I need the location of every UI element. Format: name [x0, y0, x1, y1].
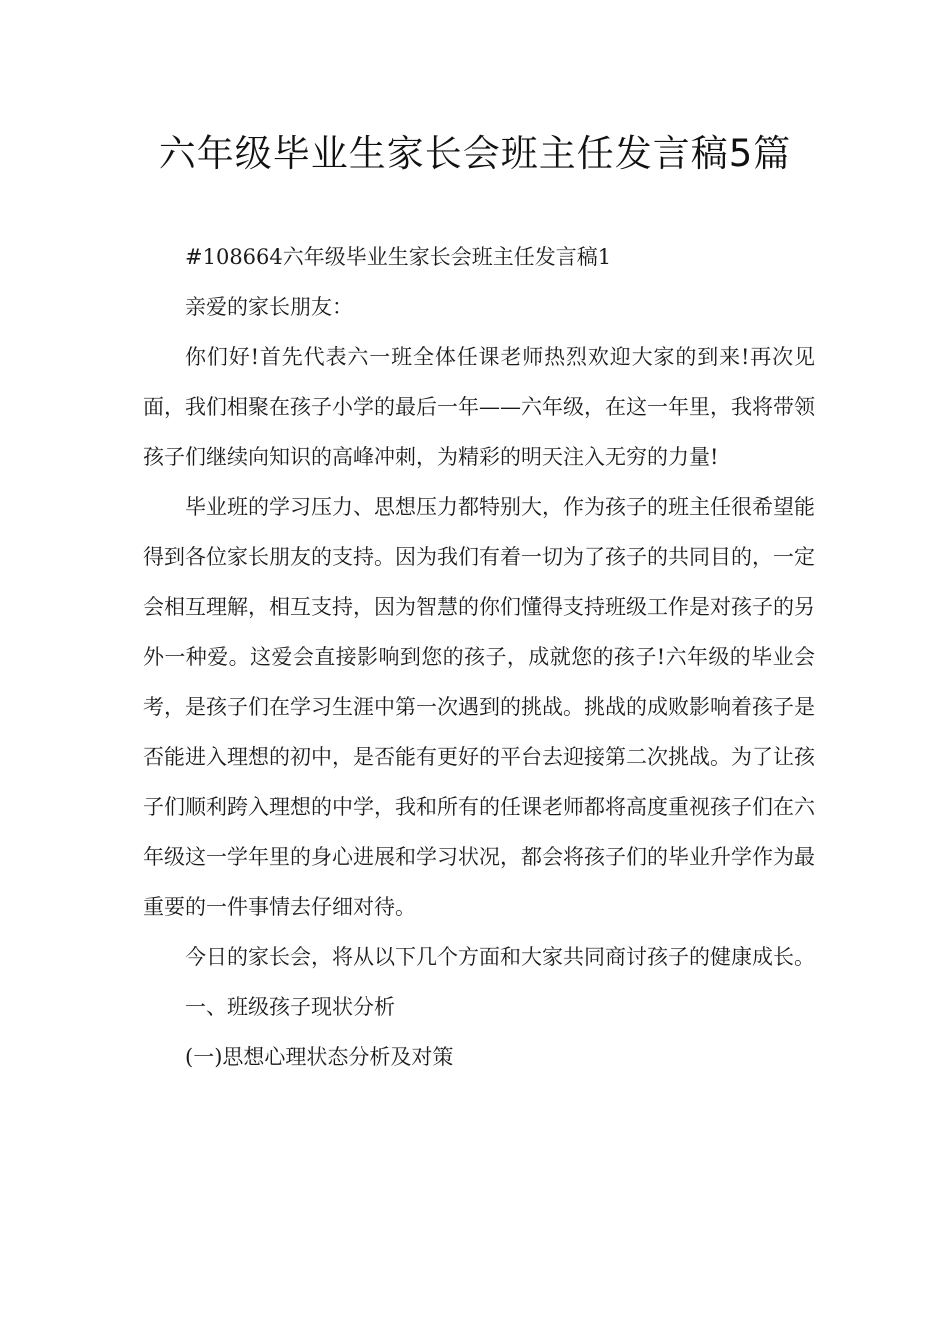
subheading: 一、班级孩子现状分析: [185, 995, 395, 1019]
paragraph: 今日的家长会，将从以下几个方面和大家共同商讨孩子的健康成长。: [185, 945, 815, 969]
salutation: 亲爱的家长朋友：: [185, 295, 353, 319]
paragraph: 你们好!首先代表六一班全体任课老师热烈欢迎大家的到来!再次见面，我们相聚在孩子小学的最后一年——六年级，在这一年里，我将带领孩子们继续向知识的高峰冲刺，为精彩的明天注入无穷的力量!: [143, 345, 815, 469]
document-title: 六年级毕业生家长会班主任发言稿5篇: [158, 132, 792, 175]
document-body: [143, 232, 815, 1082]
section-heading: #108664六年级毕业生家长会班主任发言稿1: [185, 245, 612, 269]
paragraph: 毕业班的学习压力、思想压力都特别大，作为孩子的班主任很希望能得到各位家长朋友的支持。因为我们有着一切为了孩子的共同目的，一定会相互理解，相互支持，因为智慧的你们懂得支持班级工作是对孩子的另外一种爱。这爱会直接影响到您的孩子，成就您的孩子!六年级的毕业会考，是孩子们在学习生涯中第一次遇到的挑战。挑战的成败影响着孩子是否能进入理想的初中，是否能有更好的平台去迎接第二次挑战。为了让孩子们顺利跨入理想的中学，我和所有的任课老师都将高度重视孩子们在六年级这一学年里的身心进展和学习状况，都会将孩子们的毕业升学作为最重要的一件事情去仔细对待。: [143, 495, 815, 919]
subheading: (一)思想心理状态分析及对策: [185, 1045, 454, 1069]
